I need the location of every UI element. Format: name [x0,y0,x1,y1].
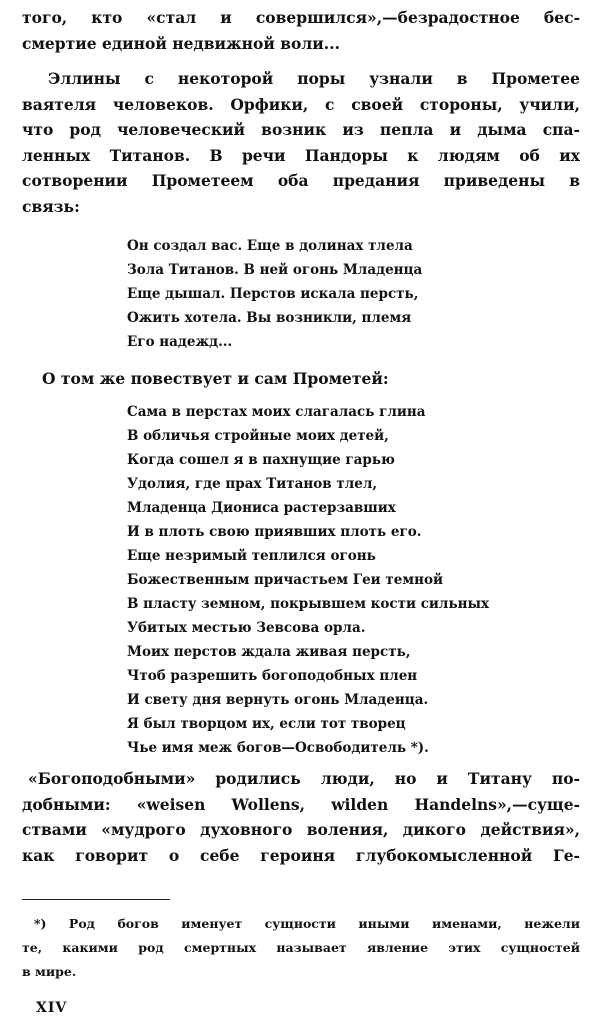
verse-line: В обличья стройные моих детей, [127,428,389,444]
text-line: ваятеля человеков. Орфики, с своей стороны, учили, [22,94,580,114]
verse-line: Младенца Диониса растерзавших [127,500,396,516]
paragraph-godlike [22,766,580,868]
text-line: сотворении Прометеем оба предания приведены в [22,171,580,190]
text-line: Эллины с некоторой поры узнали в Прометее [48,69,580,88]
text-line: ствами «мудрого духовного воления, дикого действия», [22,820,580,839]
footnote-line: *) Род богов именует сущности иными именами, нежели [34,916,580,931]
verse-line: Его надежд... [127,334,233,350]
verse-line: И в плоть свою приявших плоть его. [127,524,422,540]
footnote [22,912,580,984]
footnote-line: те, какими род смертных называет явление этих сущностей [22,940,580,955]
footnote-line: в мире. [22,964,77,979]
text-line: того, кто «стал и совершился»,—безрадостное бес- [22,8,580,27]
prometheus-intro-line: О том же повествует и сам Прометей: [42,369,389,388]
text-line: смертие единой недвижной воли... [22,33,340,53]
paragraph-orphics [22,66,580,219]
verse-line: Я был творцом их, если тот творец [127,716,406,732]
footnote-separator [22,899,170,900]
verse-line: В пласту земном, покрывшем кости сильных [127,596,490,612]
text-line: как говорит о себе героиня глубокомысленной Ге- [22,845,580,865]
paragraph-continuation [22,5,580,56]
text-line: связь: [22,196,80,216]
verse-line: Убитых местью Зевсова орла. [127,620,366,636]
verse-line: Моих перстов ждала живая персть, [127,644,411,660]
verse-line: Чтоб разрешить богоподобных плен [127,668,418,684]
verse-line: Удолия, где прах Титанов тлел, [127,476,378,492]
verse-prometheus [127,400,567,760]
verse-line: И свету дня вернуть огонь Младенца. [127,692,429,708]
text-line: ленных Титанов. В речи Пандоры к людям об их [22,145,580,165]
verse-pandora [127,234,567,354]
verse-line: Когда сошел я в пахнущие гарью [127,452,395,468]
verse-line: Сама в перстах моих слагалась глина [127,404,426,420]
page-number: XIV [36,1000,68,1016]
verse-line: Еще незримый теплился огонь [127,548,376,564]
verse-line: Зола Титанов. В ней огонь Младенца [127,262,423,278]
text-line: «Богоподобными» родились люди, но и Титану по- [28,769,580,788]
verse-line: Ожить хотела. Вы возникли, племя [127,310,412,326]
verse-line: Чье имя меж богов—Освободитель *). [127,740,429,756]
verse-line: Он создал вас. Еще в долинах тлела [127,238,413,254]
verse-line: Еще дышал. Перстов искала персть, [127,286,419,302]
verse-line: Божественным причастьем Геи темной [127,572,443,588]
text-line: что род человеческий возник из пепла и дыма спа- [22,120,580,139]
text-line: добными: «weisen Wollens, wilden Handelns»,—суще- [22,794,580,814]
